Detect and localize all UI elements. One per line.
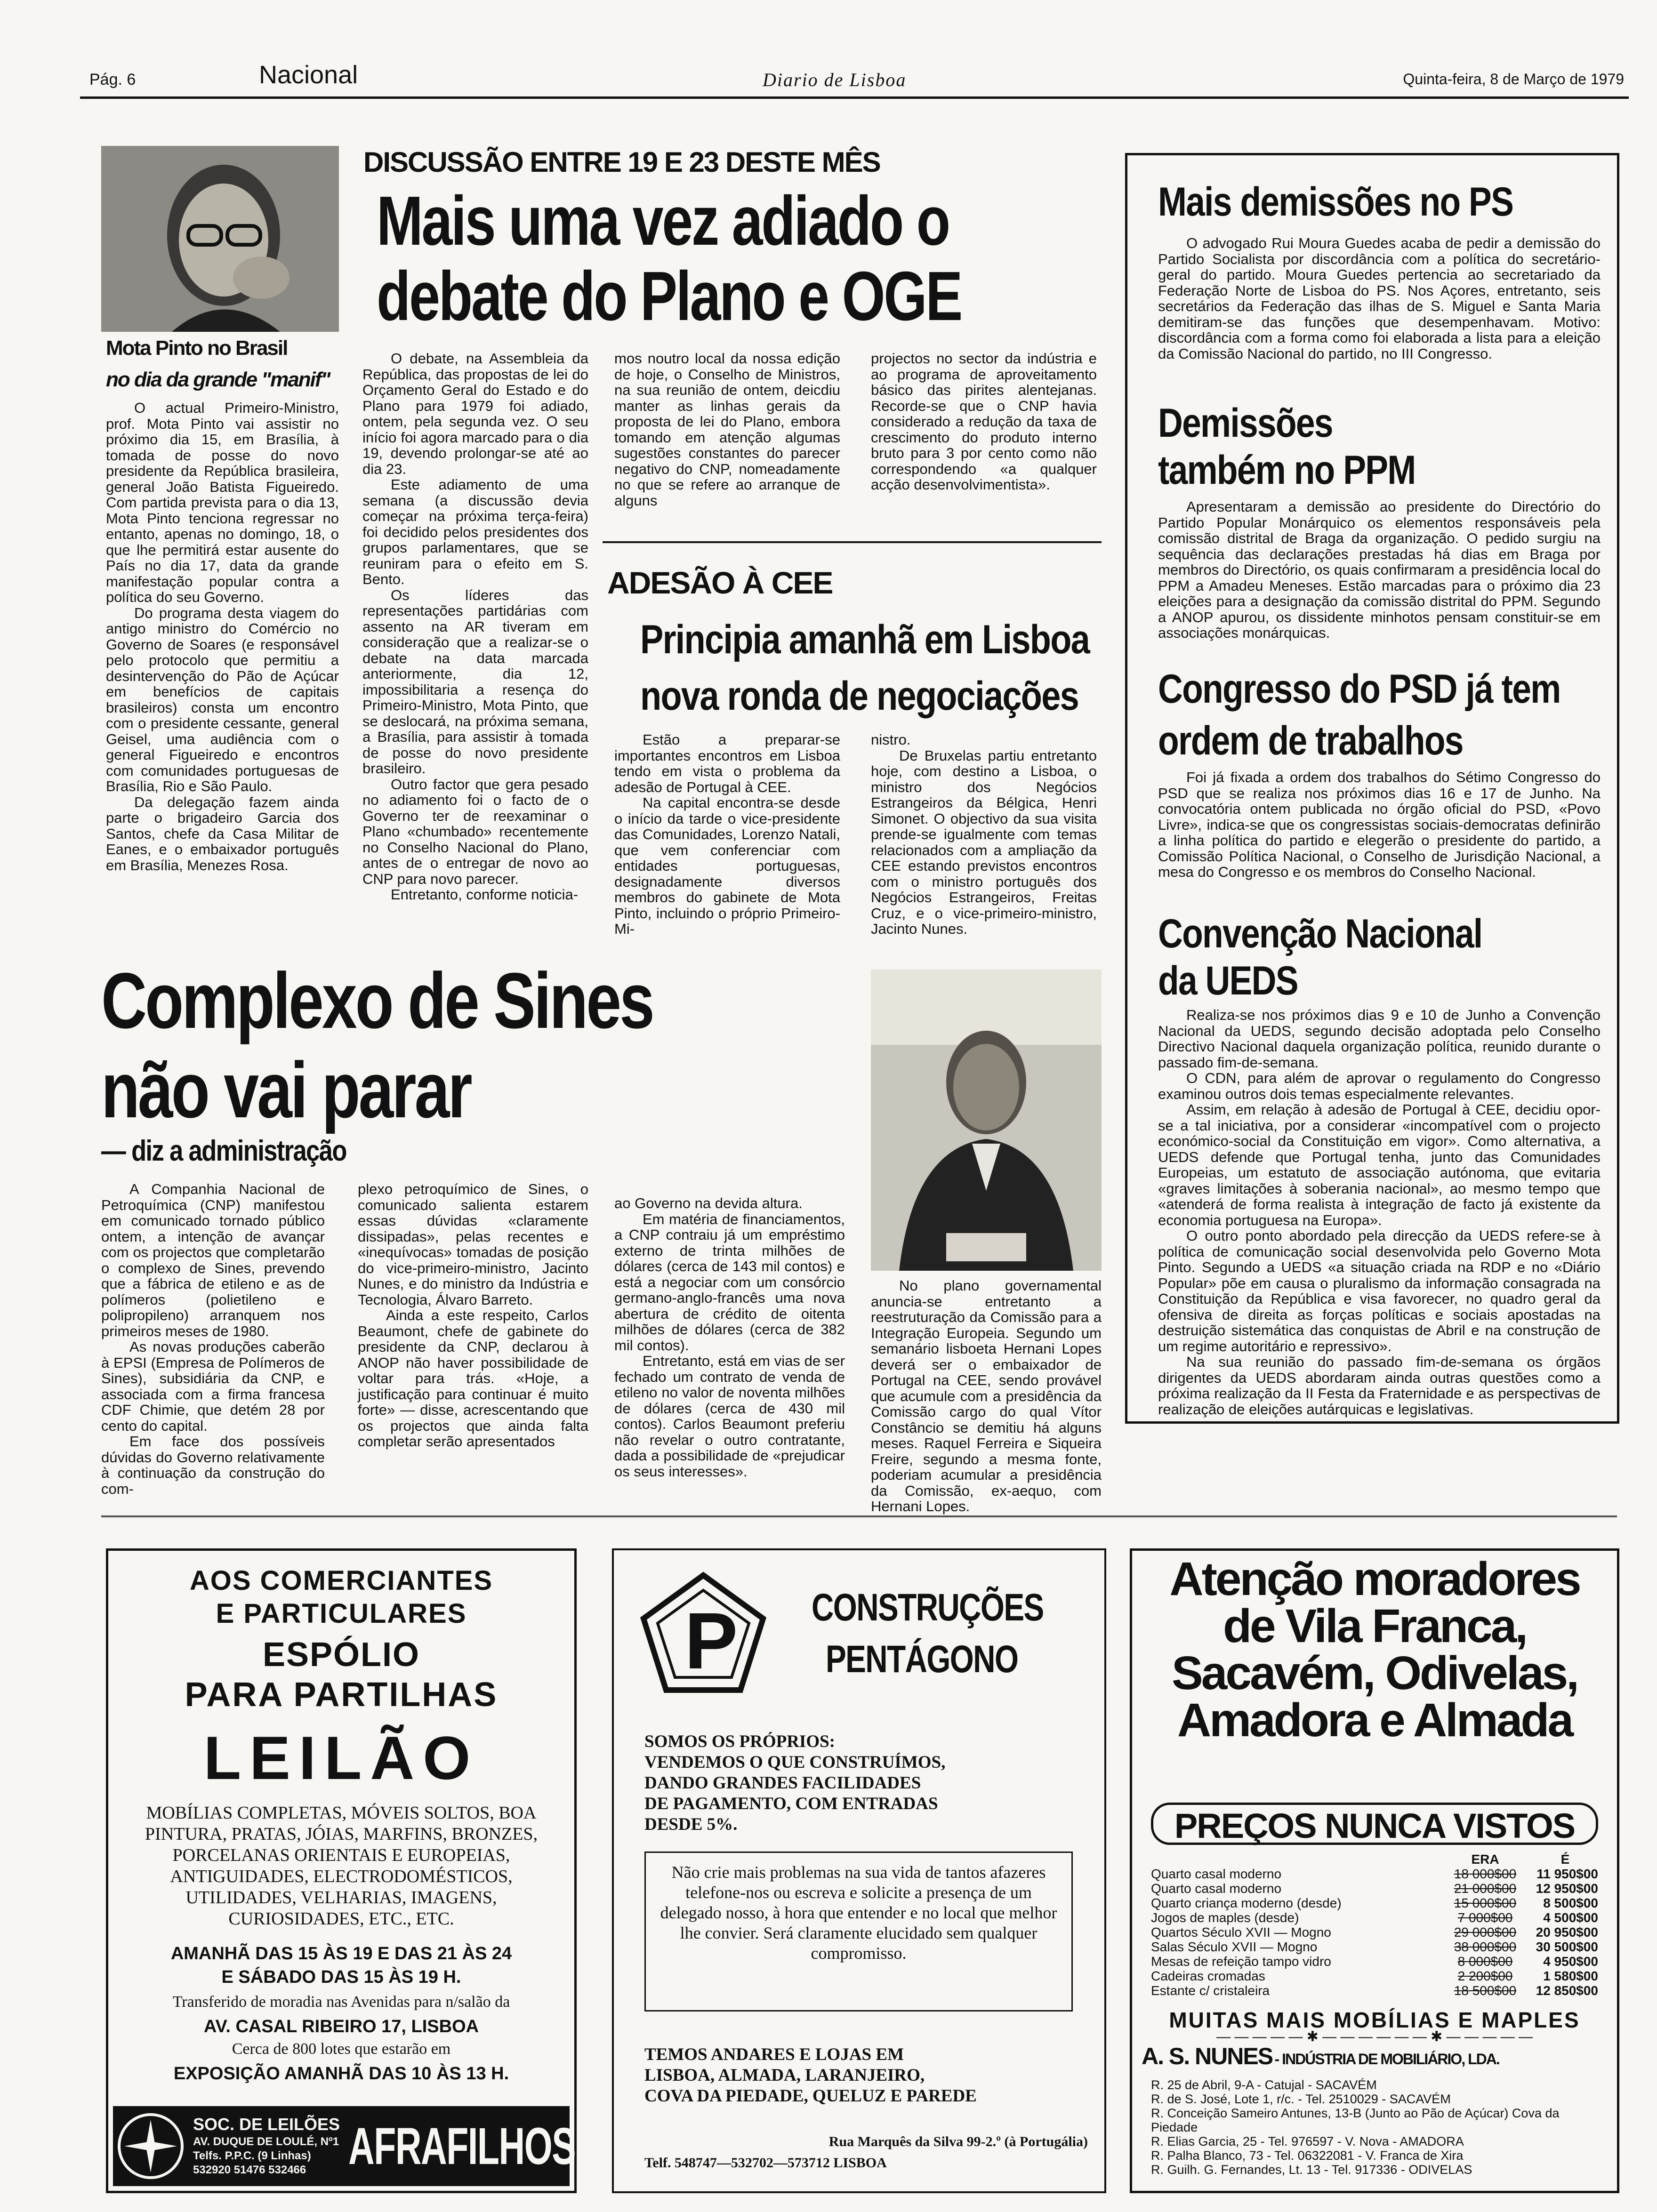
sines-col-4 [871, 1278, 1102, 1515]
ppm-title-1: Demissões [1158, 401, 1333, 446]
paragraph: plexo petroquímico de Sines, o comunicado salienta estarem essas dúvidas «claramente dissipadas», pelas recentes e «inequívocas» tomadas de posição do vice-primeiro-ministro, Jacinto Nunes, e do ministro da Indústria e Tecnologia, Álvaro Barreto. [358, 1181, 588, 1308]
pentagon-logo-letter: P [684, 1596, 737, 1686]
nunes-headline: Atenção moradores de Vila Franca, Sacavém, Odivelas, Amadora e Almada [1169, 1553, 1580, 1747]
price-now: 8 500$00 [1543, 1896, 1598, 1910]
leilao-footer-brand: AFRAFILHOS,Lda [348, 2117, 647, 2175]
price-now: 4 950$00 [1543, 1954, 1598, 1969]
paragraph: Apresentaram a demissão ao presidente do Directório do Partido Popular Monárquico os elementos responsáveis pela comissão distrital de Braga da organização. O pedido surgiu na sequência das declarações prestadas há dias em Braga por membros do Directório, os quais confirmaram a presidência local do PPM a Amadeu Meneses. Estão marcadas para o próximo dia 23 eleições para a designação da comissão distrital do PPM. Segundo a ANOP apurou, os dissidente minhotos pensam constituir-se em associações monárquicas. [1158, 498, 1601, 641]
address-line: R. Guilh. G. Fernandes, Lt. 13 - Tel. 917336 - ODIVELAS [1151, 2163, 1472, 2177]
price-now: 11 950$00 [1536, 1867, 1598, 1881]
ueds-body [1158, 1007, 1601, 1417]
address-line: R. Palha Blanco, 73 - Tel. 06322081 - V. Franca de Xira [1151, 2148, 1464, 2163]
nunes-tagline: MUITAS MAIS MOBÍLIAS E MAPLES [1169, 2008, 1580, 2032]
paragraph: projectos no sector da indústria e ao programa de aproveitamento básico das pirites alentejanas. Recorde-se que o CNP havia considerado a redução da taxa de crescimento do produto interno bruto para 3 por cento como não correspondendo «a qualquer acção desenvolvimentista». [871, 350, 1097, 493]
address-line: R. Conceição Sameiro Antunes, 13-B (Junto ao Pão de Açúcar) Cova da Piedade [1151, 2106, 1560, 2134]
price-row [1151, 1910, 1598, 1925]
paragraph: Entretanto, conforme noticia- [391, 886, 579, 903]
price-label: Mesas de refeição tampo vidro [1151, 1954, 1331, 1969]
psd-title-1: Congresso do PSD já tem [1158, 666, 1560, 712]
leilao-items: MOBÍLIAS COMPLETAS, MÓVEIS SOLTOS, BOA PINTURA, PRATAS, JÓIAS, MARFINS, BRONZES, PORCELANAS ORIENTAIS E EUROPEIAS, ANTIGUIDADES, ELECTRODOMÉSTICOS, UTILIDADES, VELHARIAS, IMAGENS, CURIOSIDADES, ETC., ETC. [145, 1803, 538, 1929]
price-label: Jogos de maples (desde) [1151, 1910, 1299, 1925]
paragraph: De Bruxelas partiu entretanto hoje, com destino a Lisboa, o ministro dos Negócios Estrangeiros da Bélgica, Henri Simonet. O objectivo da sua visita prende-se igualmente com temas relacionados com a ampliação da CEE estando previstos encontros com o ministro português dos Negócios Estrangeiros, Freitas Cruz, e o vice-primeiro-ministro, Jacinto Nunes. [871, 747, 1097, 937]
sines-headline-2: não vai parar [101, 1046, 471, 1134]
compass-logo-icon [118, 2113, 184, 2179]
nunes-company [1142, 2043, 1612, 2070]
price-now: 12 950$00 [1536, 1881, 1598, 1896]
sines-col-1 [101, 1181, 325, 1497]
nunes-addresses [1151, 2078, 1608, 2177]
paragraph: Na sua reunião do passado fim-de-semana os órgãos dirigentes da UEDS abordaram ainda outras questões como a próxima realização da II Festa da Fraternidade e as perspectivas de realização de eleições autárquicas e legislativas. [1158, 1354, 1601, 1418]
paragraph: A Companhia Nacional de Petroquímica (CNP) manifestou em comunicado tornado público ontem, a intenção de avançar com os projectos que completarão o complexo de Sines, prevendo que a fábrica de etileno e as de polímeros (polietileno e polipropileno) arranquem nos primeiros meses de 1980. [101, 1181, 325, 1339]
paragraph: mos noutro local da nossa edição de hoje, o Conselho de Ministros, na sua reunião de ontem, deicdiu manter as linhas gerais da proposta de lei do Plano, embora tomando em atenção algumas sugestões constantes do parecer negativo do CNP, nomeadamente no que se refere ao arranque de alguns [614, 350, 840, 509]
price-header-was: ERA [1471, 1852, 1499, 1867]
leilao-footer-address: AV. DUQUE DE LOULÉ, Nº1 [193, 2135, 339, 2148]
price-was: 29 000$00 [1454, 1925, 1517, 1940]
price-row [1151, 1867, 1598, 1881]
price-now: 30 500$00 [1536, 1940, 1598, 1954]
price-label: Quarto criança moderno (desde) [1151, 1896, 1342, 1910]
header-rule [80, 96, 1629, 99]
ads-rule [101, 1515, 1617, 1517]
price-label: Quarto casal moderno [1151, 1867, 1282, 1881]
pentagono-contact-box [644, 1851, 1073, 2012]
pentagono-address: Rua Marquês da Silva 99-2.º (à Portugália) [828, 2134, 1088, 2149]
mota-pinto-photo [101, 146, 339, 332]
address-line: R. 25 de Abril, 9-A - Catujal - SACAVÉM [1151, 2078, 1377, 2092]
price-label: Cadeiras cromadas [1151, 1969, 1265, 1983]
sines-subhead: — diz a administração [101, 1135, 346, 1167]
leilao-footer-numbers: 532920 51476 532466 [193, 2164, 306, 2176]
masthead: Diario de Lisboa [763, 69, 907, 90]
leilao-schedule-1: AMANHÃ DAS 15 ÀS 19 E DAS 21 ÀS 24 [170, 1944, 512, 1964]
section-title: Nacional [259, 61, 358, 89]
sines-headline-1: Complexo de Sines [101, 956, 653, 1045]
mota-pinto-subtitle: no dia da grande "manif" [106, 368, 330, 391]
paragraph: ao Governo na devida altura. [614, 1195, 803, 1211]
leilao-line-3: ESPÓLIO [262, 1636, 420, 1674]
paragraph: Ainda a este respeito, Carlos Beaumont, chefe de gabinete do presidente da CNP, declarou à ANOP não haver possibilidade de voltar para trás. «Hoje, a justificação para continuar é muito forte» — disse, acrescentando que os projectos que ainda falta completar serão apresentados [358, 1307, 588, 1450]
leilao-line-1: AOS COMERCIANTES [189, 1565, 493, 1596]
leilao-line-4: PARA PARTILHAS [185, 1676, 498, 1714]
paragraph: Do programa desta viagem do antigo ministro do Comércio no Governo de Soares (e responsável pelo protocolo que permitiu a desintervenção do Pão de Açúcar em benefícios de capitais brasileiros) consta um encontro com o presidente cessante, general Geisel, uma audiência com o general Figueiredo e encontros com comunidades portuguesas de Brasília, Rio e São Paulo. [106, 604, 339, 794]
paragraph: Outro factor que gera pesado no adiamento foi o facto de o Governo ter de reexaminar o Plano «chumbado» recentemente no Conselho Nacional do Plano, antes de o entregar de novo ao CNP para novo parecer. [362, 776, 588, 887]
ps-body [1158, 235, 1601, 361]
price-now: 12 850$00 [1536, 1983, 1598, 1998]
price-was: 21 000$00 [1454, 1881, 1517, 1896]
cee-col-2 [871, 732, 1097, 937]
leilao-schedule-2: E SÁBADO DAS 15 ÀS 19 H. [221, 1967, 461, 1987]
ad-pentagono [612, 1548, 1106, 2193]
leilao-footer [113, 2106, 647, 2186]
ppm-title-2: também no PPM [1158, 448, 1416, 493]
price-label: Quartos Século XVII — Mogno [1151, 1925, 1331, 1940]
price-label: Salas Século XVII — Mogno [1151, 1940, 1318, 1954]
price-was: 18 000$00 [1454, 1867, 1517, 1881]
plano-headline-2: debate do Plano e OGE [377, 257, 962, 335]
nunes-price-table [1151, 1852, 1598, 1998]
pentagono-copy: SOMOS OS PRÓPRIOS: VENDEMOS O QUE CONSTRUÍMOS, DANDO GRANDES FACILIDADES DE PAGAMENTO, COM ENTRADAS DESDE 5%. [644, 1732, 946, 1834]
price-now: 20 950$00 [1536, 1925, 1598, 1940]
leilao-transfer: Transferido de moradia nas Avenidas para n/salão da [172, 1993, 510, 2011]
paragraph: O advogado Rui Moura Guedes acaba de pedir a demissão do Partido Socialista por discordância com a política do secretário-geral do partido. Moura Guedes pertencia ao secretariado da Federação Norte de Lisboa do PS. Nos Açores, entretanto, seis secretários da Federação das ilhas de S. Miguel e Santa Maria demitiram-se das funções que desempenhavam. Motivo: discordância com a forma como foi elaborada a lista para a eleição da Comissão Nacional do partido, no III Congresso. [1158, 235, 1601, 362]
price-header-now: É [1560, 1852, 1570, 1867]
paragraph: Foi já fixada a ordem dos trabalhos do Sétimo Congresso do PSD que se realiza nos próximos dias 16 e 17 de Junho. Na convocatória ontem publicada no órgão oficial do PSD, «Povo Livre», indica-se que os congressistas sociais-democratas definirão a linha política do partido e elegerão o presidente do partido, a Comissão Política Nacional, o Conselho de Jurisdição Nacional, a mesa do Congresso e os membros do Conselho Nacional. [1158, 769, 1601, 880]
price-label: Estante c/ cristaleira [1151, 1983, 1270, 1998]
price-now: 4 500$00 [1543, 1910, 1598, 1925]
paragraph: O outro ponto abordado pela direcção da UEDS refere-se à política de comunicação social desenvolvida pelo Governo Mota Pinto. Segundo a UEDS «a situação criada na RDP e no «Diário Popular» põe em causa o pluralismo da informação consagrada na Constituição da República e visa favorecer, no quadro geral da ofensiva de direita as forças políticas e sociais apostadas na destruição sistemática das conquistas de Abril e na construção de um regime autoritário e repressivo». [1158, 1227, 1601, 1354]
cee-col-1 [614, 732, 840, 937]
paragraph: O actual Primeiro-Ministro, prof. Mota Pinto vai assistir no próximo dia 15, em Brasília, à tomada de posse do novo presidente da República brasileira, general João Batista Figueiredo. Com partida prevista para o dia 13, Mota Pinto tenciona regressar no entanto, apenas no domingo, 18, o que lhe permitirá estar ausente do País no dia 17, data da grande manifestação popular contra a política do seu Governo. [106, 400, 339, 605]
ad-nunes [1130, 1548, 1619, 2193]
ad-leilao [106, 1548, 647, 2193]
paragraph: Em face dos possíveis dúvidas do Governo relativamente à continuação da construção do com- [101, 1433, 325, 1497]
ppm-body [1158, 499, 1601, 641]
price-label: Quarto casal moderno [1151, 1881, 1282, 1896]
price-was: 18 500$00 [1454, 1983, 1517, 1998]
paragraph: As novas produções caberão à EPSI (Empresa de Polímeros de Sines), subsidiária da CNP, e associada com a firma francesa CDF Chimie, que detém 28 por cento do capital. [101, 1338, 325, 1434]
nunes-stars: — — — — — ✱ — — — — — — ✱ — — — — — [1216, 2029, 1533, 2044]
ps-title: Mais demissões no PS [1158, 179, 1513, 224]
leilao-line-5: LEILÃO [203, 1723, 479, 1792]
paragraph: Da delegação fazem ainda parte o brigadeiro Garcia dos Santos, chefe da Casa Militar de Eanes, e o embaixador português em Brasília, Menezes Rosa. [106, 793, 339, 874]
psd-body [1158, 769, 1601, 880]
cee-kicker: ADESÃO À CEE [607, 565, 833, 600]
paragraph: Entretanto, está em vias de ser fechado um contrato de venda de etileno no valor de noventa milhões de dólares (cerca de 430 mil contos). Carlos Beaumont preferiu não revelar o outro contratante, dada a possibilidade de «prejudicar os seus interesses». [614, 1353, 845, 1480]
price-row [1151, 1983, 1598, 1998]
paragraph: Na capital encontra-se desde o início da tarde o vice-presidente das Comunidades, Lorenzo Natali, que vem conferenciar com entidades portuguesas, designadamente diversos membros do gabinete de Mota Pinto, incluindo o próprio Primeiro-Mi- [614, 794, 840, 937]
price-was: 15 000$00 [1454, 1896, 1517, 1910]
price-row [1151, 1969, 1598, 1983]
leilao-address: AV. CASAL RIBEIRO 17, LISBOA [203, 2017, 479, 2036]
psd-title-2: ordem de trabalhos [1158, 718, 1463, 763]
price-was: 38 000$00 [1454, 1940, 1517, 1954]
price-row [1151, 1896, 1598, 1910]
hernani-lopes-photo [871, 970, 1102, 1271]
pentagono-contact-text: Não crie mais problemas na sua vida de tantos afazeres telefone-nos ou escreva e solicite a presença de um delegado nosso, à hora que entender e no local que melhor lhe convier. Será claramente elucidado sem qualquer compromisso. [660, 1863, 1057, 1963]
leilao-expo: EXPOSIÇÃO AMANHÃ DAS 10 ÀS 13 H. [173, 2064, 509, 2084]
nunes-banner: PREÇOS NUNCA VISTOS [1151, 1803, 1598, 1845]
page-number: Pág. 6 [89, 71, 136, 88]
price-header [1151, 1852, 1598, 1867]
price-was: 2 200$00 [1457, 1969, 1513, 1983]
paragraph: Assim, em relação à adesão de Portugal à CEE, decidiu opor-se a tal iniciativa, por a considerar «incompatível com o projecto económico-social da Constituição em vigor». Como alternativa, a UEDS defende que Portugal tenha, junto das Comunidades Europeias, um estatuto de associação autónoma, que evitaria «graves limitações à soberania nacional», ao mesmo tempo que «atenderá de forma realista à integração de facto já existente da economia portuguesa na Europa». [1158, 1101, 1601, 1228]
plano-headline-1: Mais uma vez adiado o [377, 182, 949, 260]
cee-rule [603, 541, 1102, 543]
pentagono-bottom-copy: TEMOS ANDARES E LOJAS EM LISBOA, ALMADA, LARANJEIRO, COVA DA PIEDADE, QUELUZ E PAREDE [644, 2045, 977, 2106]
cee-headline-2: nova ronda de negociações [640, 673, 1079, 719]
cee-headline-1: Principia amanhã em Lisboa [640, 617, 1090, 662]
pentagono-title-1: CONSTRUÇÕES [812, 1586, 1044, 1629]
nunes-company-sub: - INDÚSTRIA DE MOBILIÁRIO, LDA. [1274, 2051, 1499, 2068]
mota-pinto-body [106, 400, 339, 873]
paragraph: O CDN, para além de aprovar o regulamento do Congresso examinou outros dois temas especialmente relevantes. [1158, 1070, 1601, 1102]
address-line: R. de S. José, Lote 1, r/c. - Tel. 2510029 - SACAVÉM [1151, 2092, 1451, 2106]
paragraph: No plano governamental anuncia-se entretanto a reestruturação da Comissão para a Integração Europeia. Segundo um semanário lisboeta Hernani Lopes deverá ser o embaixador de Portugal na CEE, sendo provável que acumule com a presidência da Comissão cargo do qual Vítor Constâncio se demitiu há alguns meses. Raquel Ferreira e Siqueira Freire, segundo a mesma fonte, poderiam acumular a presidência da Comissão, ex-aequo, com Hernani Lopes. [871, 1277, 1102, 1515]
paragraph: O debate, na Assembleia da República, das propostas de lei do Orçamento Geral do Estado e do Plano para 1979 foi adiado, ontem, pela segunda vez. O seu início foi agora marcado para o dia 19, devendo prolongar-se até ao dia 23. [362, 350, 588, 477]
paragraph: Estão a preparar-se importantes encontros em Lisboa tendo em vista o problema da adesão de Portugal à CEE. [614, 731, 840, 795]
paragraph: Os líderes das representações partidárias com assento na AR tiveram em consideração que a realizar-se o debate na data marcada anteriormente, dia 12, impossibilitaria a resença do Primeiro-Ministro, Mota Pinto, que se deslocará, na próxima semana, a Brasília, para assistir à tomada de posse do novo presidente brasileiro. [362, 586, 588, 777]
nunes-company-name: A. S. NUNES [1142, 2043, 1273, 2069]
price-was: 8 000$00 [1457, 1954, 1513, 1969]
plano-col-1 [362, 351, 588, 903]
pentagono-title-2: PENTÁGONO [826, 1638, 1018, 1681]
price-row [1151, 1925, 1598, 1940]
ueds-title-2: da UEDS [1158, 958, 1298, 1003]
plano-col-3 [871, 351, 1097, 493]
plano-col-2 [614, 351, 840, 508]
leilao-footer-company: SOC. DE LEILÕES [193, 2115, 340, 2134]
price-row [1151, 1954, 1598, 1969]
paragraph: Realiza-se nos próximos dias 9 e 10 de Junho a Convenção Nacional da UEDS, segundo decisão adoptada pelo Conselho Directivo Nacional daquela organização política, reunido durante o passado fim-de-semana. [1158, 1007, 1601, 1071]
price-row [1151, 1881, 1598, 1896]
leilao-lots: Cerca de 800 lotes que estarão em [232, 2040, 451, 2058]
price-now: 1 580$00 [1543, 1969, 1598, 1983]
address-line: R. Elias Garcia, 25 - Tel. 976597 - V. Nova - AMADORA [1151, 2134, 1464, 2148]
sines-col-3 [614, 1195, 845, 1479]
leilao-footer-tel: Telfs. P.P.C. (9 Linhas) [193, 2149, 311, 2162]
leilao-line-2: E PARTICULARES [216, 1598, 467, 1629]
pentagono-phones: Telf. 548747—532702—573712 LISBOA [644, 2155, 887, 2171]
ueds-title-1: Convenção Nacional [1158, 911, 1482, 956]
paragraph: nistro. [871, 731, 911, 748]
price-was: 7 000$00 [1457, 1910, 1513, 1925]
sines-col-2 [358, 1181, 588, 1450]
price-row [1151, 1940, 1598, 1954]
paragraph: Em matéria de financiamentos, a CNP contraiu já um empréstimo externo de trinta milhões de dólares (cerca de 143 mil contos) e está a negociar com um consórcio germano-anglo-francês uma nova abertura de crédito de oitenta milhões de dólares (cerca de 382 mil contos). [614, 1210, 845, 1354]
paragraph: Este adiamento de uma semana (a discussão devia começar na próxima terça-feira) foi decidido pelos presidentes dos grupos parlamentares, que se reuniram para o efeito em S. Bento. [362, 476, 588, 587]
plano-kicker: DISCUSSÃO ENTRE 19 E 23 DESTE MÊS [363, 146, 880, 178]
issue-date: Quinta-feira, 8 de Março de 1979 [1403, 71, 1624, 88]
mota-pinto-title: Mota Pinto no Brasil [106, 337, 288, 360]
